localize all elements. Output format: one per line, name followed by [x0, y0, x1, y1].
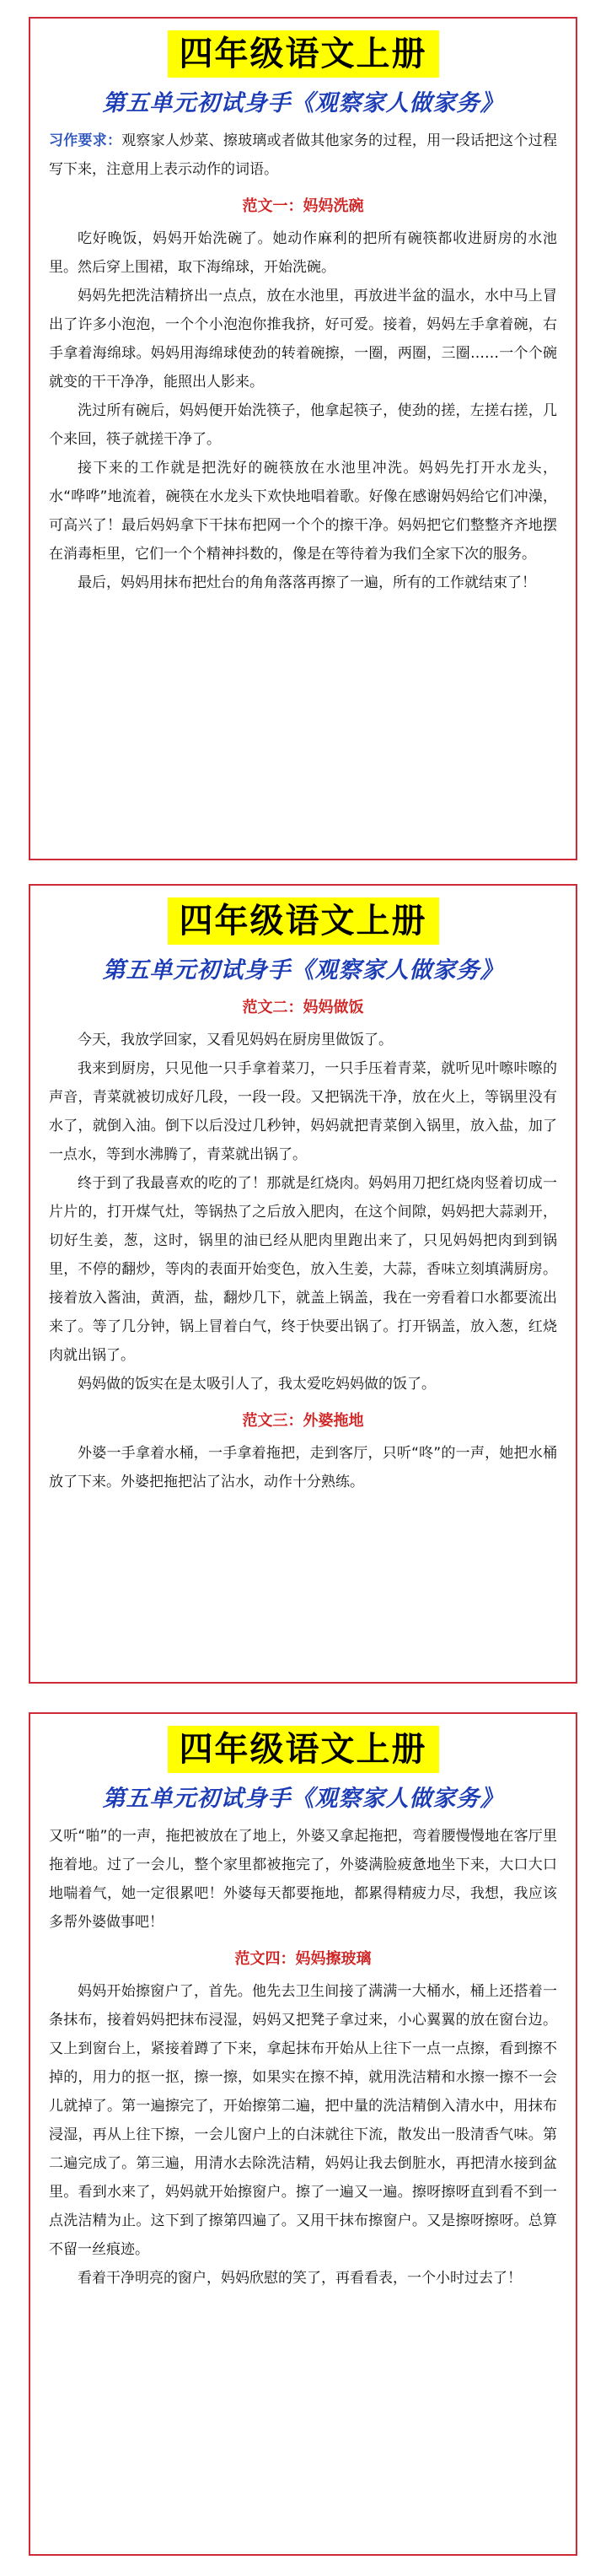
s1-paragraph-2: 妈妈先把洗洁精挤出一点点，放在水池里，再放进半盆的温水，水中马上冒出了许多小泡泡，一个个小泡泡你推我挤，好可爱。接着，妈妈左手拿着碗，右手拿着海绵球。妈妈用海绵球使劲的转着碗擦，一圈，两圈，三圈……一个个碗就变的干干净净，能照出人影来。: [49, 288, 557, 391]
section-heading-4: 范文四：妈妈擦玻璃: [234, 1950, 372, 1968]
requirement-label: 习作要求：: [49, 132, 122, 149]
page-2: [29, 884, 577, 1684]
s1-paragraph-5: 最后，妈妈用抹布把灶台的角角落落再擦了一遍，所有的工作就结束了！: [78, 574, 536, 591]
s3-continuation: 又听“啪”的一声，拖把被放在了地上，外婆又拿起拖把，弯着腰慢慢地在客厅里拖着地。过了一会儿，整个家里都被拖完了，外婆满脸疲惫地坐下来，大口大口地喘着气，她一定很累吧！外婆每天都要拖地，都累得精疲力尽，我想，我应该多帮外婆做事吧！: [49, 1828, 557, 1931]
requirement-paragraph: [49, 127, 557, 184]
s2-paragraph-3: 终于到了我最喜欢的吃的了！那就是红烧肉。妈妈用刀把红烧肉竖着切成一片片的，打开煤气灶，等锅热了之后放入肥肉，在这个间隙，妈妈把大蒜剥开，切好生姜，葱，这时，锅里的油已经从肥肉里跑出来了，只见妈妈把肉到到锅里，不停的翻炒，等肉的表面开始变色，放入生姜，大蒜，香味立刻填满厨房。接着放入酱油，黄酒，盐，翻炒几下，就盖上锅盖，我在一旁看着口水都要流出来了。等了几分钟，锅上冒着白气，终于快要出锅了。打开锅盖，放入葱，红烧肉就出锅了。: [49, 1175, 557, 1364]
s3-paragraph-1: 外婆一手拿着水桶，一手拿着拖把，走到客厅，只听“咚”的一声，她把水桶放了下来。外婆把拖把沾了沾水，动作十分熟练。: [49, 1445, 557, 1490]
page-2-content: [30, 994, 576, 1496]
section-heading-3: 范文三：外婆拖地: [242, 1412, 364, 1430]
s2-paragraph-1: 今天，我放学回家，又看见妈妈在厨房里做饭了。: [78, 1032, 393, 1048]
page-subtitle: 第五单元初试身手《观察家人做家务》: [102, 90, 504, 116]
s1-paragraph-3: 洗过所有碗后，妈妈便开始洗筷子，他拿起筷子，使劲的搓，左搓右搓，几个来回，筷子就搓干净了。: [49, 402, 557, 448]
s1-paragraph-1: 吃好晚饭，妈妈开始洗碗了。她动作麻利的把所有碗筷都收进厨房的水池里。然后穿上围裙，取下海绵球，开始洗碗。: [49, 230, 557, 276]
page-subtitle: 第五单元初试身手《观察家人做家务》: [102, 957, 504, 984]
s4-paragraph-2: 看着干净明亮的窗户，妈妈欣慰的笑了，再看看表，一个小时过去了！: [78, 2270, 522, 2287]
s2-paragraph-4: 妈妈做的饭实在是太吸引人了，我太爱吃妈妈做的饭了。: [78, 1376, 436, 1393]
requirement-text: 观察家人炒菜、擦玻璃或者做其他家务的过程，用一段话把这个过程写下来，注意用上表示动作的词语。: [49, 132, 558, 178]
title-wrap: [30, 1726, 576, 1773]
page-1-content: [30, 127, 576, 597]
s2-paragraph-2: 我来到厨房，只见他一只手拿着菜刀，一只手压着青菜，就听见叶嚓咔嚓的声音，青菜就被切成好几段，一段一段。又把锅洗干净，放在火上，等锅里没有水了，就倒入油。倒下以后没过几秒钟，妈妈就把青菜倒入锅里，放入盐，加了一点水，等到水沸腾了，青菜就出锅了。: [49, 1060, 557, 1163]
page-title: 四年级语文上册: [168, 30, 439, 78]
page-title: 四年级语文上册: [168, 897, 439, 945]
title-wrap: [30, 897, 576, 945]
title-wrap: [30, 30, 576, 78]
section-heading-1: 范文一：妈妈洗碗: [242, 197, 364, 215]
page-title: 四年级语文上册: [168, 1726, 439, 1773]
page-subtitle: 第五单元初试身手《观察家人做家务》: [102, 1786, 504, 1812]
page-3: [29, 1712, 577, 2556]
s4-paragraph-1: 妈妈开始擦窗户了，首先。他先去卫生间接了满满一大桶水，桶上还搭着一条抹布，接着妈妈把抹布浸湿，妈妈又把凳子拿过来，小心翼翼的放在窗台边。又上到窗台上，紧接着蹲了下来，拿起抹布开始从上往下一点一点擦，看到擦不掉的，用力的抠一抠，擦一擦，如果实在擦不掉，就用洗洁精和水擦一擦不一会儿就掉了。第一遍擦完了，开始擦第二遍，把中量的洗洁精倒入清水中，用抹布浸湿，再从上往下擦，一会儿窗户上的白沫就往下流，散发出一股清香气味。第二遍完成了。第三遍，用清水去除洗洁精，妈妈让我去倒脏水，再把清水接到盆里。看到水来了，妈妈就开始擦窗户。擦了一遍又一遍。擦呀擦呀直到看不到一点洗洁精为止。这下到了擦第四遍了。又用干抹布擦窗户。又是擦呀擦呀。总算不留一丝痕迹。: [49, 1983, 557, 2258]
s1-paragraph-4: 接下来的工作就是把洗好的碗筷放在水池里冲洗。妈妈先打开水龙头，水“哗哗”地流着，碗筷在水龙头下欢快地唱着歌。好像在感谢妈妈给它们冲澡，可高兴了！最后妈妈拿下干抹布把网一个个的擦干净。妈妈把它们整整齐齐地摆在消毒柜里，它们一个个精神抖数的，像是在等待着为我们全家下次的服务。: [49, 460, 557, 563]
page-3-content: [30, 1822, 576, 2293]
section-heading-2: 范文二：妈妈做饭: [242, 999, 364, 1016]
page-1: [29, 17, 577, 860]
